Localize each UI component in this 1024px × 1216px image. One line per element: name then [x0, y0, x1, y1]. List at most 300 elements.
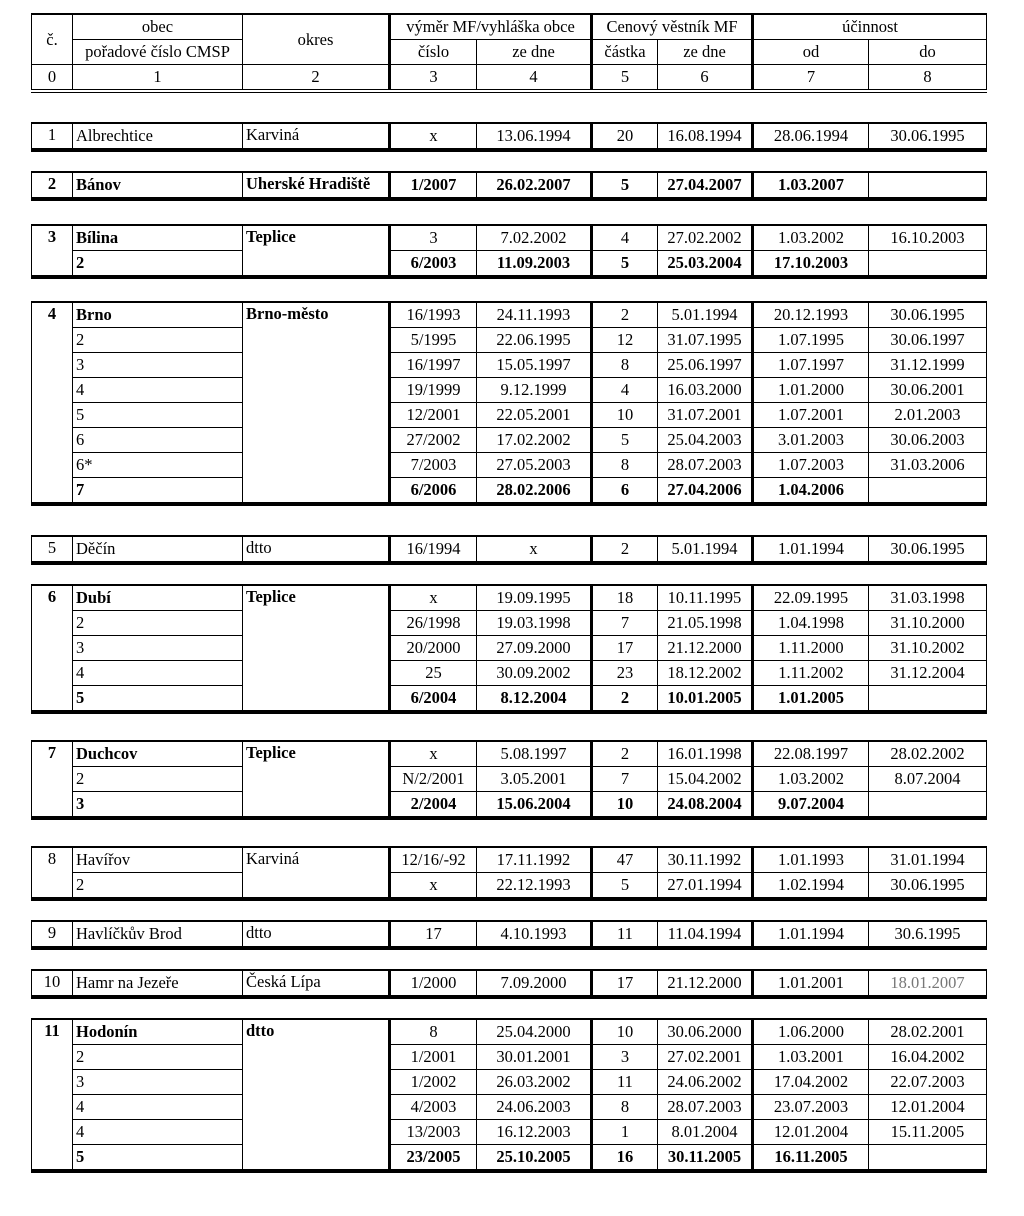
- cell-zedne: 25.10.2005: [477, 1145, 592, 1172]
- header-sub-zedne1: ze dne: [477, 40, 592, 65]
- cell-od: 1.07.1997: [753, 353, 869, 378]
- group-number: 7: [32, 741, 73, 818]
- cell-zedne: 26.03.2002: [477, 1070, 592, 1095]
- cell-obec: Havlíčkův Brod: [73, 921, 243, 948]
- cell-od: 1.07.2003: [753, 453, 869, 478]
- cell-zedne: x: [477, 536, 592, 563]
- cell-zedne: 13.06.1994: [477, 123, 592, 150]
- cell-zedne2: 30.11.1992: [658, 847, 753, 873]
- cell-zedne: 7.09.2000: [477, 970, 592, 997]
- cell-obec: 3: [73, 353, 243, 378]
- table-row: [32, 1095, 987, 1120]
- cell-zedne: 22.12.1993: [477, 873, 592, 900]
- cell-zedne2: 27.04.2006: [658, 478, 753, 505]
- cell-obec: 5: [73, 686, 243, 713]
- cell-od: 1.07.1995: [753, 328, 869, 353]
- cell-obec: 6*: [73, 453, 243, 478]
- cell-zedne2: 15.04.2002: [658, 767, 753, 792]
- cell-okres: Brno-město: [243, 302, 390, 504]
- cell-castka: 6: [592, 478, 658, 505]
- cell-zedne2: 10.11.1995: [658, 585, 753, 611]
- header-vymer: výměr MF/vyhláška obce: [390, 14, 592, 40]
- cell-zedne: 27.05.2003: [477, 453, 592, 478]
- table-row: [32, 873, 987, 900]
- cell-obec: 3: [73, 1070, 243, 1095]
- cell-cislo: 2/2004: [390, 792, 477, 819]
- cell-zedne2: 25.04.2003: [658, 428, 753, 453]
- cell-zedne2: 11.04.1994: [658, 921, 753, 948]
- cell-cislo: 5/1995: [390, 328, 477, 353]
- cell-zedne: 5.08.1997: [477, 741, 592, 767]
- cell-od: 16.11.2005: [753, 1145, 869, 1172]
- cell-obec: Děčín: [73, 536, 243, 563]
- group-table: [31, 171, 987, 201]
- cell-okres: Teplice: [243, 225, 390, 277]
- cell-obec: Hamr na Jezeře: [73, 970, 243, 997]
- cell-do: 30.06.1995: [869, 302, 987, 328]
- cell-zedne2: 16.08.1994: [658, 123, 753, 150]
- cell-do: 28.02.2001: [869, 1019, 987, 1045]
- table-row: [32, 585, 987, 611]
- cell-castka: 7: [592, 611, 658, 636]
- header-index: 0: [32, 65, 73, 92]
- cell-do: 30.06.2001: [869, 378, 987, 403]
- cell-do: 30.06.1995: [869, 873, 987, 900]
- cell-cislo: x: [390, 123, 477, 150]
- header-index-row: [32, 65, 987, 92]
- cell-castka: 2: [592, 302, 658, 328]
- cell-obec: 2: [73, 328, 243, 353]
- cell-do: 30.06.1995: [869, 536, 987, 563]
- cell-cislo: 3: [390, 225, 477, 251]
- cell-do: 31.03.1998: [869, 585, 987, 611]
- cell-zedne2: 27.02.2002: [658, 225, 753, 251]
- cell-do: 30.06.1997: [869, 328, 987, 353]
- cell-obec: 2: [73, 251, 243, 278]
- cell-do: 30.06.1995: [869, 123, 987, 150]
- table-row: [32, 847, 987, 873]
- group-table: [31, 122, 987, 152]
- table-row: [32, 378, 987, 403]
- header-obec: obec: [73, 14, 243, 40]
- table-row: [32, 251, 987, 278]
- cell-zedne2: 25.03.2004: [658, 251, 753, 278]
- cell-castka: 17: [592, 636, 658, 661]
- cell-od: 1.07.2001: [753, 403, 869, 428]
- cell-okres: dtto: [243, 536, 390, 563]
- header-index: 2: [243, 65, 390, 92]
- cell-zedne: 8.12.2004: [477, 686, 592, 713]
- header-index: 1: [73, 65, 243, 92]
- cell-obec: 3: [73, 636, 243, 661]
- cell-castka: 3: [592, 1045, 658, 1070]
- cell-zedne: 27.09.2000: [477, 636, 592, 661]
- header-index: 6: [658, 65, 753, 92]
- group-table: [31, 301, 987, 506]
- cell-zedne2: 5.01.1994: [658, 302, 753, 328]
- cell-cislo: 13/2003: [390, 1120, 477, 1145]
- cell-castka: 23: [592, 661, 658, 686]
- cell-cislo: 16/1994: [390, 536, 477, 563]
- cell-castka: 5: [592, 873, 658, 900]
- group-number: 3: [32, 225, 73, 277]
- cell-cislo: 16/1993: [390, 302, 477, 328]
- cell-od: 1.01.2001: [753, 970, 869, 997]
- cell-cislo: 7/2003: [390, 453, 477, 478]
- cell-zedne2: 28.07.2003: [658, 453, 753, 478]
- cell-obec: Dubí: [73, 585, 243, 611]
- table-row: [32, 661, 987, 686]
- header-cenovy: Cenový věstník MF: [592, 14, 753, 40]
- cell-zedne2: 31.07.1995: [658, 328, 753, 353]
- cell-do: [869, 792, 987, 819]
- cell-od: 1.02.1994: [753, 873, 869, 900]
- cell-zedne2: 27.01.1994: [658, 873, 753, 900]
- table-row: [32, 767, 987, 792]
- cell-cislo: 6/2003: [390, 251, 477, 278]
- cell-obec: 3: [73, 792, 243, 819]
- header-ucinnost: účinnost: [753, 14, 987, 40]
- cell-zedne2: 16.01.1998: [658, 741, 753, 767]
- cell-obec: 2: [73, 767, 243, 792]
- table-row: [32, 478, 987, 505]
- cell-obec: Havířov: [73, 847, 243, 873]
- cell-cislo: 4/2003: [390, 1095, 477, 1120]
- cell-zedne: 11.09.2003: [477, 251, 592, 278]
- cell-cislo: 8: [390, 1019, 477, 1045]
- cell-do: 30.6.1995: [869, 921, 987, 948]
- table-row: [32, 921, 987, 948]
- cell-cislo: 1/2002: [390, 1070, 477, 1095]
- cell-od: 1.06.2000: [753, 1019, 869, 1045]
- table-row: [32, 1070, 987, 1095]
- group-number: 11: [32, 1019, 73, 1171]
- cell-obec: 4: [73, 378, 243, 403]
- cell-zedne: 15.05.1997: [477, 353, 592, 378]
- cell-do: 31.03.2006: [869, 453, 987, 478]
- cell-cislo: 6/2006: [390, 478, 477, 505]
- group-number: 5: [32, 536, 73, 563]
- group-table: [31, 584, 987, 714]
- cell-zedne: 4.10.1993: [477, 921, 592, 948]
- table-row: [32, 1045, 987, 1070]
- header-sub-do: do: [869, 40, 987, 65]
- cell-cislo: 20/2000: [390, 636, 477, 661]
- cell-od: 1.01.2000: [753, 378, 869, 403]
- cell-obec: Brno: [73, 302, 243, 328]
- group-table: [31, 920, 987, 950]
- cell-do: 31.12.2004: [869, 661, 987, 686]
- cell-do: 31.10.2000: [869, 611, 987, 636]
- cell-od: 1.04.1998: [753, 611, 869, 636]
- cell-cislo: 6/2004: [390, 686, 477, 713]
- cell-cislo: 19/1999: [390, 378, 477, 403]
- group-number: 10: [32, 970, 73, 997]
- cell-castka: 12: [592, 328, 658, 353]
- cell-zedne: 3.05.2001: [477, 767, 592, 792]
- cell-okres: dtto: [243, 921, 390, 948]
- cell-obec: 7: [73, 478, 243, 505]
- cell-castka: 5: [592, 428, 658, 453]
- cell-obec: 4: [73, 1095, 243, 1120]
- cell-zedne: 24.06.2003: [477, 1095, 592, 1120]
- cell-zedne: 19.09.1995: [477, 585, 592, 611]
- cell-do: 31.12.1999: [869, 353, 987, 378]
- header-index: 3: [390, 65, 477, 92]
- cell-castka: 11: [592, 921, 658, 948]
- group-table: [31, 740, 987, 820]
- cell-zedne: 30.01.2001: [477, 1045, 592, 1070]
- cell-do: 16.04.2002: [869, 1045, 987, 1070]
- cell-obec: 4: [73, 661, 243, 686]
- cell-zedne2: 30.11.2005: [658, 1145, 753, 1172]
- group-number: 1: [32, 123, 73, 150]
- table-row: [32, 123, 987, 150]
- cell-zedne: 30.09.2002: [477, 661, 592, 686]
- cell-do: 16.10.2003: [869, 225, 987, 251]
- cell-zedne2: 27.04.2007: [658, 172, 753, 199]
- cell-cislo: 17: [390, 921, 477, 948]
- cell-obec: Bílina: [73, 225, 243, 251]
- cell-do: 31.01.1994: [869, 847, 987, 873]
- header-index: 4: [477, 65, 592, 92]
- cell-od: 1.11.2000: [753, 636, 869, 661]
- cell-obec: 5: [73, 403, 243, 428]
- cell-do: 28.02.2002: [869, 741, 987, 767]
- cell-okres: dtto: [243, 1019, 390, 1171]
- cell-do: [869, 172, 987, 199]
- cell-do: [869, 478, 987, 505]
- cell-do: 22.07.2003: [869, 1070, 987, 1095]
- cell-od: 20.12.1993: [753, 302, 869, 328]
- cell-castka: 1: [592, 1120, 658, 1145]
- cell-castka: 47: [592, 847, 658, 873]
- table-row: [32, 1145, 987, 1172]
- cell-cislo: 1/2001: [390, 1045, 477, 1070]
- cell-do: 18.01.2007: [869, 970, 987, 997]
- cell-castka: 11: [592, 1070, 658, 1095]
- cell-zedne: 17.11.1992: [477, 847, 592, 873]
- cell-do: [869, 686, 987, 713]
- table-row: [32, 172, 987, 199]
- cell-zedne: 7.02.2002: [477, 225, 592, 251]
- cell-od: 22.09.1995: [753, 585, 869, 611]
- cell-od: 1.03.2007: [753, 172, 869, 199]
- cell-obec: 2: [73, 873, 243, 900]
- cell-zedne: 17.02.2002: [477, 428, 592, 453]
- cell-od: 1.01.1993: [753, 847, 869, 873]
- header-index: 5: [592, 65, 658, 92]
- cell-cislo: 16/1997: [390, 353, 477, 378]
- cell-od: 9.07.2004: [753, 792, 869, 819]
- table-row: [32, 686, 987, 713]
- group-number: 2: [32, 172, 73, 199]
- cell-okres: Karviná: [243, 847, 390, 899]
- cell-obec: 2: [73, 611, 243, 636]
- cell-obec: Hodonín: [73, 1019, 243, 1045]
- header-sub-zedne2: ze dne: [658, 40, 753, 65]
- cell-od: 3.01.2003: [753, 428, 869, 453]
- group-table: [31, 224, 987, 279]
- cell-zedne: 24.11.1993: [477, 302, 592, 328]
- cell-castka: 10: [592, 1019, 658, 1045]
- cell-okres: Teplice: [243, 585, 390, 712]
- table-row: [32, 792, 987, 819]
- cell-cislo: 25: [390, 661, 477, 686]
- cell-zedne2: 30.06.2000: [658, 1019, 753, 1045]
- cell-castka: 5: [592, 251, 658, 278]
- cell-od: 17.10.2003: [753, 251, 869, 278]
- cell-zedne: 22.06.1995: [477, 328, 592, 353]
- cell-zedne2: 31.07.2001: [658, 403, 753, 428]
- header-poradove: pořadové číslo CMSP: [73, 40, 243, 65]
- cell-od: 22.08.1997: [753, 741, 869, 767]
- cell-cislo: x: [390, 585, 477, 611]
- group-number: 6: [32, 585, 73, 712]
- cell-cislo: 1/2000: [390, 970, 477, 997]
- table-row: [32, 611, 987, 636]
- cell-od: 23.07.2003: [753, 1095, 869, 1120]
- cell-zedne: 15.06.2004: [477, 792, 592, 819]
- cell-castka: 17: [592, 970, 658, 997]
- cell-od: 1.01.1994: [753, 921, 869, 948]
- cell-zedne2: 21.05.1998: [658, 611, 753, 636]
- cell-okres: Teplice: [243, 741, 390, 818]
- cell-castka: 2: [592, 741, 658, 767]
- cell-do: 30.06.2003: [869, 428, 987, 453]
- table-row: [32, 428, 987, 453]
- cell-castka: 5: [592, 172, 658, 199]
- cell-od: 1.11.2002: [753, 661, 869, 686]
- cell-zedne2: 24.06.2002: [658, 1070, 753, 1095]
- cell-zedne2: 8.01.2004: [658, 1120, 753, 1145]
- table-row: [32, 741, 987, 767]
- cell-cislo: N/2/2001: [390, 767, 477, 792]
- cell-castka: 18: [592, 585, 658, 611]
- table-row: [32, 1120, 987, 1145]
- header-index: 8: [869, 65, 987, 92]
- header-sub-castka: částka: [592, 40, 658, 65]
- header-okres: okres: [243, 14, 390, 65]
- table-row: [32, 403, 987, 428]
- cell-zedne2: 5.01.1994: [658, 536, 753, 563]
- table-row: [32, 225, 987, 251]
- header-index: 7: [753, 65, 869, 92]
- cell-castka: 7: [592, 767, 658, 792]
- cell-cislo: 12/16/-92: [390, 847, 477, 873]
- table-header: [31, 13, 987, 93]
- cell-okres: Česká Lípa: [243, 970, 390, 997]
- cell-okres: Uherské Hradiště: [243, 172, 390, 199]
- cell-castka: 8: [592, 1095, 658, 1120]
- cell-zedne2: 18.12.2002: [658, 661, 753, 686]
- table-row: [32, 636, 987, 661]
- cell-zedne2: 21.12.2000: [658, 970, 753, 997]
- cell-castka: 8: [592, 453, 658, 478]
- cell-zedne: 9.12.1999: [477, 378, 592, 403]
- group-table: [31, 535, 987, 565]
- cell-zedne: 28.02.2006: [477, 478, 592, 505]
- group-number: 9: [32, 921, 73, 948]
- group-number: 4: [32, 302, 73, 504]
- header-sub-cislo: číslo: [390, 40, 477, 65]
- cell-castka: 16: [592, 1145, 658, 1172]
- cell-zedne: 19.03.1998: [477, 611, 592, 636]
- header-cislo: č.: [32, 14, 73, 65]
- cell-od: 28.06.1994: [753, 123, 869, 150]
- cell-od: 1.03.2002: [753, 767, 869, 792]
- cell-cislo: x: [390, 873, 477, 900]
- cell-obec: Albrechtice: [73, 123, 243, 150]
- cell-do: 31.10.2002: [869, 636, 987, 661]
- cell-cislo: x: [390, 741, 477, 767]
- cell-cislo: 26/1998: [390, 611, 477, 636]
- cell-zedne2: 10.01.2005: [658, 686, 753, 713]
- table-row: [32, 353, 987, 378]
- cell-zedne: 26.02.2007: [477, 172, 592, 199]
- group-number: 8: [32, 847, 73, 899]
- cell-zedne2: 16.03.2000: [658, 378, 753, 403]
- cell-zedne: 16.12.2003: [477, 1120, 592, 1145]
- group-table: [31, 846, 987, 901]
- cell-obec: 2: [73, 1045, 243, 1070]
- cell-okres: Karviná: [243, 123, 390, 150]
- cell-zedne2: 24.08.2004: [658, 792, 753, 819]
- table-row: [32, 1019, 987, 1045]
- cell-obec: Duchcov: [73, 741, 243, 767]
- cell-cislo: 12/2001: [390, 403, 477, 428]
- cell-castka: 10: [592, 792, 658, 819]
- table-row: [32, 536, 987, 563]
- cell-obec: 6: [73, 428, 243, 453]
- cell-od: 1.01.1994: [753, 536, 869, 563]
- cell-do: 15.11.2005: [869, 1120, 987, 1145]
- cell-cislo: 1/2007: [390, 172, 477, 199]
- cell-do: 2.01.2003: [869, 403, 987, 428]
- table-row: [32, 453, 987, 478]
- cell-castka: 10: [592, 403, 658, 428]
- cell-castka: 20: [592, 123, 658, 150]
- group-table: [31, 969, 987, 999]
- cell-zedne: 22.05.2001: [477, 403, 592, 428]
- cell-cislo: 23/2005: [390, 1145, 477, 1172]
- cell-do: [869, 1145, 987, 1172]
- cell-do: 12.01.2004: [869, 1095, 987, 1120]
- cell-od: 1.01.2005: [753, 686, 869, 713]
- cell-do: [869, 251, 987, 278]
- table-row: [32, 302, 987, 328]
- cell-castka: 2: [592, 536, 658, 563]
- cell-cislo: 27/2002: [390, 428, 477, 453]
- cell-zedne2: 25.06.1997: [658, 353, 753, 378]
- cell-obec: 5: [73, 1145, 243, 1172]
- cell-od: 1.03.2001: [753, 1045, 869, 1070]
- cell-zedne2: 28.07.2003: [658, 1095, 753, 1120]
- cell-castka: 2: [592, 686, 658, 713]
- table-row: [32, 970, 987, 997]
- cell-do: 8.07.2004: [869, 767, 987, 792]
- group-table: [31, 1018, 987, 1173]
- cell-castka: 8: [592, 353, 658, 378]
- header-sub-od: od: [753, 40, 869, 65]
- cell-od: 17.04.2002: [753, 1070, 869, 1095]
- cell-od: 1.03.2002: [753, 225, 869, 251]
- cell-zedne2: 27.02.2001: [658, 1045, 753, 1070]
- cell-obec: Bánov: [73, 172, 243, 199]
- cell-zedne2: 21.12.2000: [658, 636, 753, 661]
- cell-zedne: 25.04.2000: [477, 1019, 592, 1045]
- cell-obec: 4: [73, 1120, 243, 1145]
